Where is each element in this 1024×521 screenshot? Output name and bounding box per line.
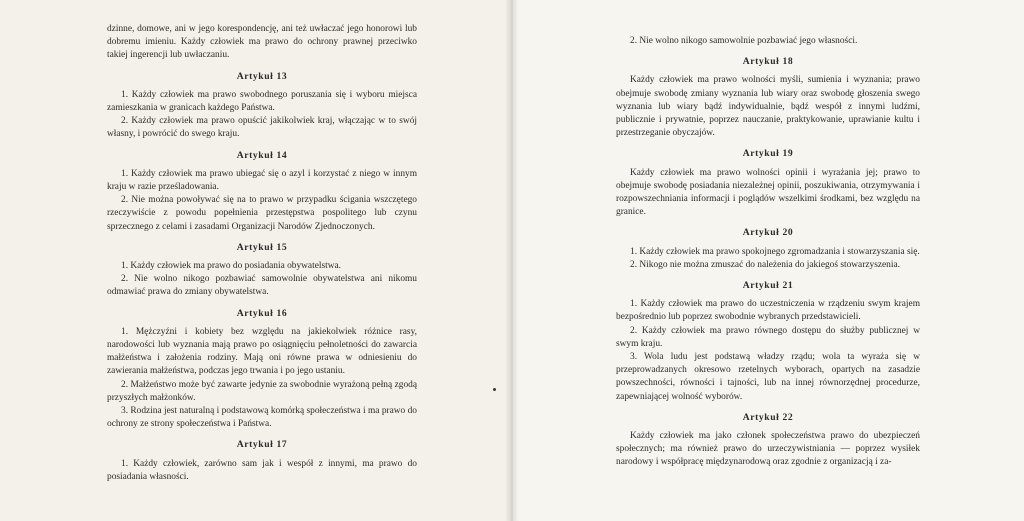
article-14-para-1: 1. Każdy człowiek ma prawo ubiegać się o azyl i korzystać z niego w innym kraju w razie prześladowania. xyxy=(107,168,417,193)
article-18-heading: Artykuł 18 xyxy=(742,56,794,68)
article-15-para-2: 2. Nie wolno nikogo pozbawiać samowolnie obywatelstwa ani nikomu odmawiać prawa do zmiany obywatelstwa. xyxy=(107,274,417,298)
article-13-para-1: 1. Każdy człowiek ma prawo swobodnego poruszania się i wyboru miejsca zamieszkania w granicach każdego Państwa. xyxy=(107,89,417,114)
article-21-para-3: 3. Wola ludu jest podstawą władzy rządu; wola ta wyraża się w przeprowadzanych okresowo rzetelnych wyborach, opartych na zasadzie powszechności, równości i tajności, lub na innej równorzędnej procedurze, zapewniającej wolność wyborów. xyxy=(616,352,920,402)
article-16-para-3: 3. Rodzina jest naturalną i podstawową komórką społeczeństwa i ma prawo do ochrony ze strony społeczeństwa i Państwa. xyxy=(107,406,417,430)
right-page xyxy=(512,0,1024,521)
article-13-heading: Artykuł 13 xyxy=(236,70,288,82)
left-intro-text: dzinne, domowe, ani w jego korespondencję, ani też uwłaczać jego honorowi lub dobremu imieniu. Każdy człowiek ma prawo do ochrony prawnej przeciwko takiej ingerencji lub uwłaczaniu. xyxy=(107,24,417,61)
article-21-para-1: 1. Każdy człowiek ma prawo do uczestniczenia w rządzeniu swym krajem bezpośrednio lub poprzez swobodnie wybranych przedstawicieli. xyxy=(616,299,920,323)
article-21-para-2: 2. Każdy człowiek ma prawo równego dostępu do służby publicznej w swym kraju. xyxy=(616,325,920,349)
article-22-heading: Artykuł 22 xyxy=(742,411,794,423)
article-20-para-1: 1. Każdy człowiek ma prawo spokojnego zgromadzania i stowarzyszania się. xyxy=(630,246,920,257)
right-text-column xyxy=(616,35,920,470)
article-19-para-1: Każdy człowiek ma prawo wolności opinii i wyrażania jej; prawo to obejmuje swobodę posiadania niezależnej opinii, poszukiwania, otrzymywania i rozpowszechniania informacji i poglądów wszelkimi środkami, bez względu na granice. xyxy=(616,167,920,218)
article-18-para-1: Każdy człowiek ma prawo wolności myśli, sumienia i wyznania; prawo obejmuje swobodę zmiany wyznania lub wiary oraz swobodę głoszenia swego wyznania lub wiary bądź indywidualnie, bądź wespół z innymi ludźmi, publicznie i prywatnie, poprzez nauczanie, praktykowanie, uprawianie kultu i przestrzeganie obyczajów. xyxy=(616,75,920,139)
article-20-para-2: 2. Nikogo nie można zmuszać do należenia do jakiegoś stowarzyszenia. xyxy=(630,259,900,270)
article-17-para-1: 1. Każdy człowiek, zarówno sam jak i wespół z innymi, ma prawo do posiadania własności. xyxy=(107,458,417,482)
article-13-para-2: 2. Każdy człowiek ma prawo opuścić jakikolwiek kraj, włączając w to swój własny, i powrócić do swego kraju. xyxy=(107,116,417,140)
left-text-column xyxy=(107,23,417,484)
page-mark-dot xyxy=(493,388,496,391)
article-15-para-1: 1. Każdy człowiek ma prawo do posiadania obywatelstwa. xyxy=(121,261,341,272)
article-16-para-2: 2. Małżeństwo może być zawarte jedynie za swobodnie wyrażoną pełną zgodą przyszłych małżonków. xyxy=(107,379,417,403)
article-15-heading: Artykuł 15 xyxy=(236,241,288,253)
article-14-para-2: 2. Nie można powoływać się na to prawo w przypadku ścigania wszczętego rzeczywiście z powodu popełnienia przestępstwa pospolitego lub czynu sprzecznego z celami i zasadami Organizacji Narodów Zjednoczonych. xyxy=(107,195,417,232)
article-22-para-1: Każdy człowiek ma jako członek społeczeństwa prawo do ubezpieczeń społecznych; ma również prawo do urzeczywistniania — poprzez wysiłek narodowy i współpracę międzynarodową oraz zgodnie z organizacją i za- xyxy=(616,431,920,468)
article-21-heading: Artykuł 21 xyxy=(742,280,794,292)
article-17-heading: Artykuł 17 xyxy=(236,439,288,451)
article-14-heading: Artykuł 14 xyxy=(236,149,288,161)
article-16-para-1: 1. Mężczyźni i kobiety bez względu na jakiekolwiek różnice rasy, narodowości lub wyznania mają prawo po osiągnięciu pełnoletności do zawarcia małżeństwa i założenia rodziny. Mają oni równe prawa w odniesieniu do zawierania małżeństwa, podczas jego trwania i po jego ustaniu. xyxy=(107,326,417,377)
article-16-heading: Artykuł 16 xyxy=(236,307,288,319)
right-intro-text: 2. Nie wolno nikogo samowolnie pozbawiać jego własności. xyxy=(630,36,858,46)
article-20-heading: Artykuł 20 xyxy=(742,227,794,239)
article-19-heading: Artykuł 19 xyxy=(742,148,794,160)
